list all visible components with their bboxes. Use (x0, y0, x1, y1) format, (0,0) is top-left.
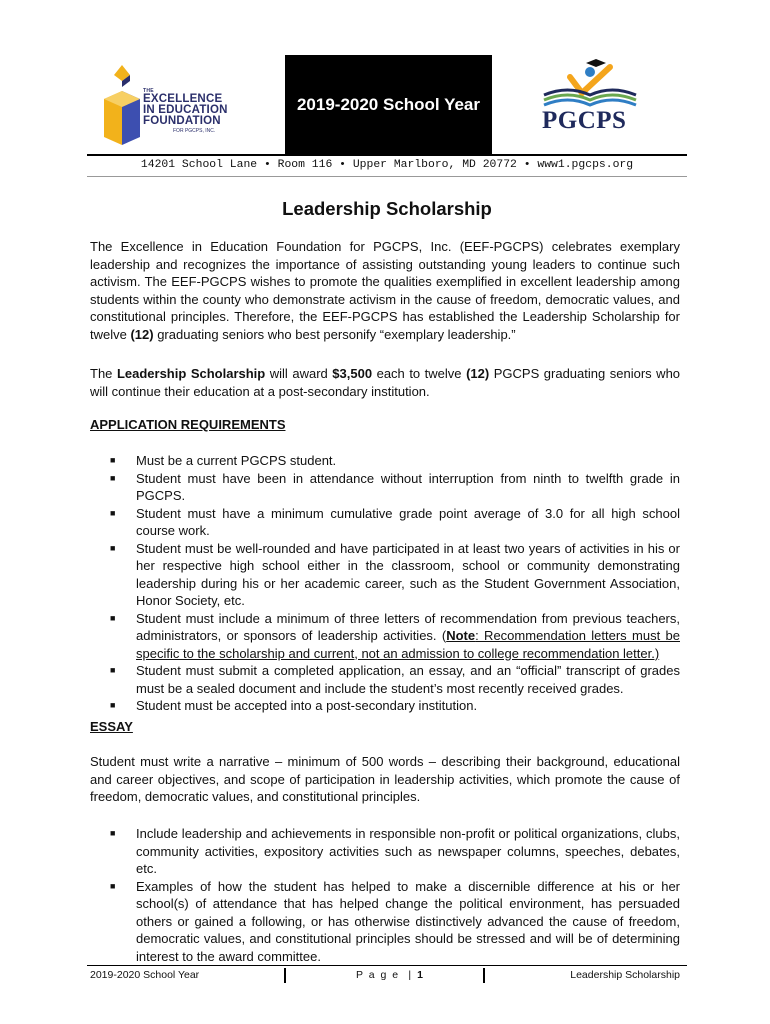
bullet-icon: ■ (110, 665, 116, 675)
note-text: : Recommendation letters must be specific to the scholarship and current, not an admission to college recommendation letter.) (136, 628, 680, 661)
bullet-icon: ■ (110, 472, 116, 483)
note-label: Note (446, 628, 476, 643)
header-divider (87, 154, 687, 156)
footer-separator (284, 968, 286, 983)
award-count: (12) (466, 366, 490, 381)
award-paragraph (90, 365, 680, 400)
bullet-icon: ■ (110, 455, 116, 465)
list-item (110, 697, 680, 715)
eef-logo (90, 55, 245, 155)
footer-document-name: Leadership Scholarship (570, 969, 680, 981)
list-item (110, 878, 680, 966)
award-text-1: The (90, 366, 117, 381)
address-line: 14201 School Lane • Room 116 • Upper Marlboro, MD 20772 • www1.pgcps.org (140, 159, 634, 171)
requirement-text: Student must submit a completed application, an essay, and an “official” transcript of grades must be a sealed document and include the student’s most recently received grades. (136, 663, 680, 696)
requirement-text: Must be a current PGCPS student. (136, 453, 337, 468)
eef-logo-line2: IN EDUCATION (143, 104, 228, 116)
eef-mark-icon (100, 63, 140, 148)
award-text-4: PGCPS graduating seniors who will continue their education at a post-secondary institution. (90, 366, 681, 399)
intro-count: (12) (130, 326, 154, 342)
footer-school-year: 2019-2020 School Year (90, 969, 200, 981)
document-title: Leadership Scholarship (282, 198, 492, 219)
list-item (110, 452, 680, 470)
page-number: 1 (417, 969, 425, 981)
requirement-text: Student must have a minimum cumulative grade point average of 3.0 for all high school course work. (136, 505, 680, 538)
pgcps-emblem-icon (530, 55, 650, 111)
list-item (110, 825, 680, 878)
requirements-list (110, 452, 680, 715)
school-year-banner: 2019-2020 School Year (285, 55, 492, 155)
pgcps-wordmark: PGCPS (542, 107, 627, 134)
list-item (110, 662, 680, 697)
requirement-text: Student must have been in attendance without interruption from ninth to twelfth grade in PGCPS. (136, 470, 680, 503)
intro-paragraph (90, 238, 680, 343)
eef-logo-text (143, 88, 228, 135)
footer-divider (87, 965, 687, 966)
essay-list (110, 825, 680, 965)
award-amount: $3,500 (332, 366, 373, 381)
essay-point-text: Examples of how the student has helped to make a discernible difference at his or her school(s) of attendance that has helped change the political environment, has persuaded others or gained a following, or has otherwise distinctively advanced the cause of freedom, democratic values, and constitutional principles should be stressed and will be of determining interest to the award committee. (136, 878, 680, 964)
bullet-icon: ■ (110, 507, 116, 518)
award-scholarship-name: Leadership Scholarship (116, 366, 266, 381)
footer-separator (483, 968, 485, 983)
bullet-icon: ■ (110, 828, 116, 838)
pgcps-logo (530, 55, 650, 155)
requirement-text: Student must include a minimum of three letters of recommendation from previous teachers, administrators, or sponsors of leadership activities. ( (136, 610, 680, 643)
footer-page-label (356, 969, 424, 981)
award-text-3: each to twelve (372, 366, 467, 381)
list-item (110, 540, 680, 610)
eef-logo-line4: FOR PGCPS, INC. (173, 128, 216, 134)
page-prefix: P a g e | (356, 969, 418, 981)
bullet-icon: ■ (110, 542, 116, 553)
list-item (110, 470, 680, 505)
list-item (110, 610, 680, 663)
intro-text-1: The Excellence in Education Foundation for PGCPS, Inc. (EEF-PGCPS) celebrates exemplary leadership and recognizes the importance of assisting outstanding young leaders to continue such activism. The EEF-PGCPS wishes to promote the qualities exemplified in excellent leadership among students within the county who demonstrate activism in the cause of freedom, democratic values, and constitutional principles. Therefore, the EEF-PGCPS has established the Leadership Scholarship for twelve (90, 239, 680, 342)
bullet-icon: ■ (110, 700, 116, 710)
eef-logo-line1: EXCELLENCE (143, 93, 223, 105)
list-item (110, 505, 680, 540)
essay-paragraph: Student must write a narrative – minimum of 500 words – describing their background, educational and career objectives, and scope of participation in leadership activities, which promote the cause of freedom, democratic values, and constitutional principles. (90, 754, 680, 804)
requirement-text: Student must be accepted into a post-secondary institution. (136, 698, 478, 713)
eef-logo-line3: FOUNDATION (143, 115, 221, 127)
essay-point-text: Include leadership and achievements in responsible non-profit or political organizations, clubs, community activities, expository activities such as newspaper columns, speeches, debates, etc. (136, 826, 680, 876)
bullet-icon: ■ (110, 612, 116, 623)
intro-text-2: graduating seniors who best personify “exemplary leadership.” (153, 326, 516, 342)
award-text-2: will award (265, 366, 333, 381)
essay-heading: ESSAY (90, 719, 133, 734)
requirement-text: Student must be well-rounded and have participated in at least two years of activities in his or her respective high school either in the classroom, school or community demonstrating leadership during his or her academic career, such as the Student Government Association, Honor Society, etc. (136, 540, 680, 608)
requirements-heading: APPLICATION REQUIREMENTS (90, 417, 286, 432)
address-divider (87, 176, 687, 177)
eef-logo-the: THE (143, 88, 154, 94)
bullet-icon: ■ (110, 880, 116, 891)
